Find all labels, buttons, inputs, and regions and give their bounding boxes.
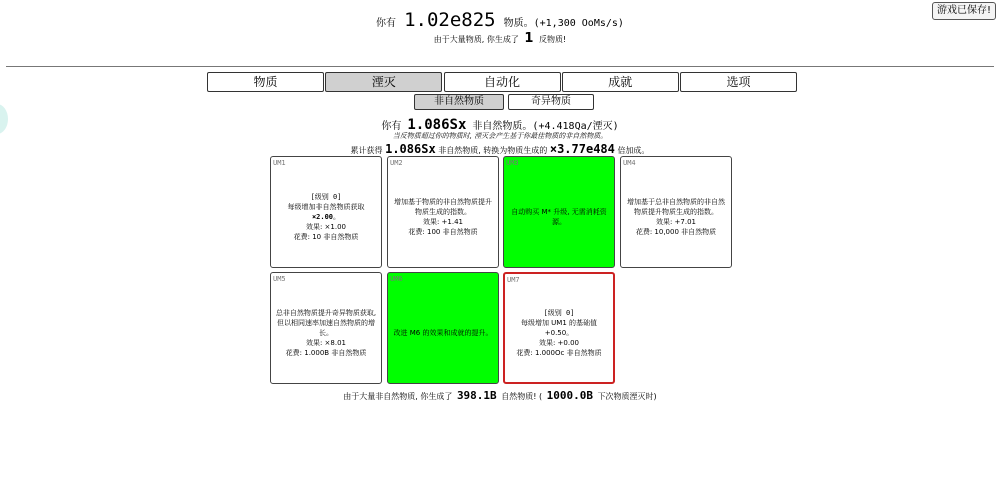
natural-amount: 398.1B: [456, 389, 497, 402]
natural-prefix: 由于大量非自然物质, 你生成了: [343, 392, 453, 401]
header-divider: [6, 66, 994, 67]
upgrade-desc-end: 。: [333, 213, 341, 221]
upgrade-cost: 花费: 10,000 非自然物质: [635, 228, 717, 236]
upgrade-desc: 每级增加 UM1 的基础值 +0.50。: [520, 319, 598, 337]
total-prefix: 累计获得: [350, 146, 383, 155]
upgrade-um5[interactable]: [270, 272, 382, 384]
main-tabs: [207, 72, 797, 92]
upgrade-id: UM1: [273, 159, 286, 167]
unnatural-unit: 非自然物质。: [472, 121, 533, 132]
upgrade-desc-line-2: [312, 212, 340, 222]
upgrade-um6[interactable]: [387, 272, 499, 384]
total-suffix: 倍加成。: [617, 146, 650, 155]
upgrade-cost: 花费: 100 非自然物质: [408, 228, 478, 236]
upgrade-um3[interactable]: [503, 156, 615, 268]
upgrade-desc-value: ×2.00: [311, 213, 334, 221]
annihilation-subtabs: [414, 94, 594, 110]
save-status-button[interactable]: 游戏已保存!: [932, 2, 996, 20]
upgrade-cost: 花费: 10 非自然物质: [293, 233, 359, 241]
matter-amount: 1.02e825: [404, 9, 496, 31]
upgrade-id: UM7: [507, 276, 520, 284]
upgrade-desc: 增加基于物质的非自然物质提升物质生成的指数。: [394, 198, 492, 216]
upgrade-id: UM5: [273, 275, 286, 283]
total-multiplier: ×3.77e484: [549, 142, 615, 156]
upgrade-desc: 改进 M6 的效果和成就的提升。: [393, 329, 493, 337]
unnatural-prefix: 你有: [381, 121, 402, 132]
unnatural-description: 当反物质超过你的物质时, 湮灭会产生基于你最佳物质的非自然物质。: [392, 132, 608, 140]
upgrade-desc: 增加基于总非自然物质的非自然物质提升物质生成的指数。: [627, 198, 725, 216]
upgrade-level: [级别 0]: [310, 193, 342, 201]
upgrade-id: UM6: [390, 275, 403, 283]
tab-achievements[interactable]: 成就: [562, 72, 679, 92]
upgrade-id: UM2: [390, 159, 403, 167]
total-mid: 非自然物质, 转换为物质生成的: [438, 146, 548, 155]
upgrade-um1[interactable]: [270, 156, 382, 268]
upgrade-desc: 总非自然物质提升奇异物质获取, 但以相同速率加速自然物质的增长。: [275, 309, 377, 337]
matter-rate: (+1,300 OoMs/s): [533, 18, 624, 29]
upgrade-cost: 花费: 1.000Oc 非自然物质: [516, 349, 602, 357]
tab-matter[interactable]: 物质: [207, 72, 324, 92]
antimatter-prefix: 由于大量物质, 你生成了: [433, 35, 519, 44]
upgrade-um2[interactable]: [387, 156, 499, 268]
upgrade-effect: 效果: +0.00: [538, 339, 580, 347]
natural-unit: 自然物质! (: [501, 392, 543, 401]
upgrade-level: [级别 0]: [543, 309, 575, 317]
upgrade-cost: 花费: 1.000B 非自然物质: [285, 349, 367, 357]
upgrade-effect: 效果: +7.01: [655, 218, 697, 226]
tab-automation[interactable]: 自动化: [444, 72, 561, 92]
subtab-exotic-matter[interactable]: 奇异物质: [508, 94, 594, 110]
upgrade-id: UM3: [506, 159, 519, 167]
tab-annihilation[interactable]: 湮灭: [325, 72, 442, 92]
subtab-unnatural-matter[interactable]: 非自然物质: [414, 94, 504, 110]
natural-next-amount: 1000.0B: [546, 389, 594, 402]
upgrade-desc: 每级增加非自然物质获取: [287, 203, 365, 211]
natural-matter-line: [0, 389, 1000, 402]
matter-unit: 物质。: [503, 18, 534, 29]
total-amount: 1.086Sx: [385, 142, 436, 156]
tab-options[interactable]: 选项: [680, 72, 797, 92]
upgrade-um7[interactable]: [503, 272, 615, 384]
upgrade-effect: 效果: ×1.00: [305, 223, 347, 231]
upgrade-um4[interactable]: [620, 156, 732, 268]
unnatural-total-line: [0, 142, 1000, 156]
matter-amount-line: [0, 9, 1000, 31]
unnatural-amount: 1.086Sx: [407, 117, 467, 133]
antimatter-line: [0, 31, 1000, 46]
antimatter-amount: 1: [524, 31, 534, 46]
upgrade-effect: 效果: +1.41: [422, 218, 464, 226]
antimatter-suffix: 反物质!: [539, 35, 567, 44]
natural-suffix: 下次物质湮灭时): [597, 392, 657, 401]
upgrade-effect: 效果: ×8.01: [305, 339, 347, 347]
upgrade-desc: 自动购买 M* 升级, 无需消耗资源。: [511, 208, 607, 226]
upgrade-id: UM4: [623, 159, 636, 167]
unnatural-rate: (+4.418Qa/湮灭): [532, 121, 619, 132]
matter-prefix: 你有: [376, 18, 397, 29]
upgrade-desc-line: [288, 202, 365, 212]
